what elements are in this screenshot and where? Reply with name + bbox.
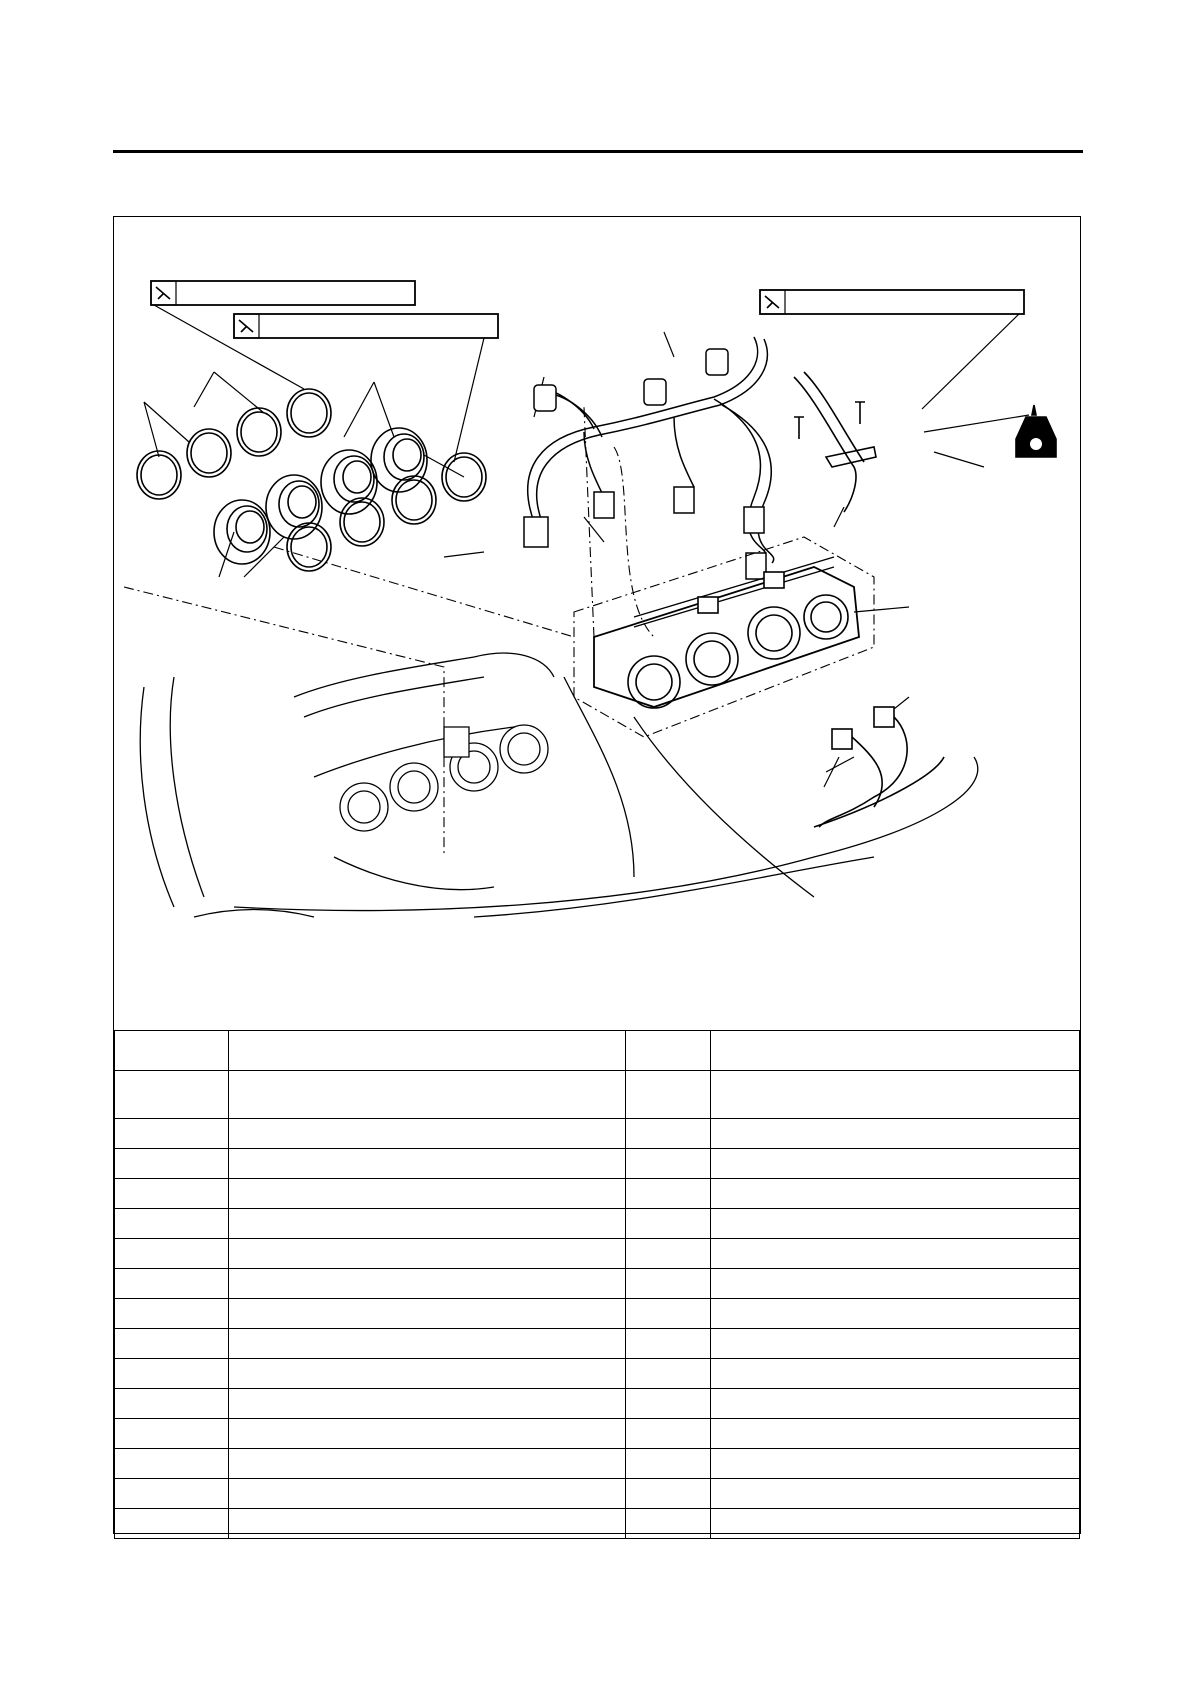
hose-clamps (137, 389, 486, 571)
table-cell (711, 1209, 1080, 1239)
torque-spec-box-1 (151, 281, 415, 305)
table-cell (229, 1419, 626, 1449)
table-cell (711, 1329, 1080, 1359)
table-cell (626, 1359, 711, 1389)
table-cell (711, 1239, 1080, 1269)
throttle-body-assembly (594, 557, 859, 708)
header-cell (711, 1031, 1080, 1071)
fuel-injector-harness (524, 337, 774, 579)
table-cell (115, 1071, 229, 1119)
table-row (115, 1209, 1080, 1239)
table-row (115, 1071, 1080, 1119)
table-cell (229, 1329, 626, 1359)
table-row (115, 1239, 1080, 1269)
table-cell (711, 1419, 1080, 1449)
table-cell (115, 1509, 229, 1539)
header-cell (626, 1031, 711, 1071)
table-row (115, 1359, 1080, 1389)
table-cell (115, 1479, 229, 1509)
table-cell (115, 1389, 229, 1419)
leader-lines (144, 305, 1029, 787)
table-cell (115, 1419, 229, 1449)
table-cell (115, 1209, 229, 1239)
table-row (115, 1119, 1080, 1149)
table-cell (229, 1389, 626, 1419)
table-cell (711, 1449, 1080, 1479)
table-cell (626, 1239, 711, 1269)
table-cell (626, 1509, 711, 1539)
table-cell (115, 1269, 229, 1299)
threadlock-icon (1016, 405, 1056, 457)
procedure-frame (113, 216, 1081, 1534)
table-cell (626, 1299, 711, 1329)
header-cell (229, 1031, 626, 1071)
table-cell (115, 1239, 229, 1269)
table-cell (229, 1299, 626, 1329)
table-cell (626, 1269, 711, 1299)
table-cell (711, 1389, 1080, 1419)
torque-spec-box-3 (760, 290, 1024, 314)
table-cell (229, 1479, 626, 1509)
table-cell (229, 1119, 626, 1149)
table-cell (115, 1179, 229, 1209)
parts-table (114, 1030, 1080, 1539)
table-cell (711, 1071, 1080, 1119)
table-cell (229, 1449, 626, 1479)
table-cell (626, 1419, 711, 1449)
table-cell (711, 1149, 1080, 1179)
table-cell (229, 1209, 626, 1239)
table-cell (626, 1449, 711, 1479)
table-cell (115, 1299, 229, 1329)
table-cell (711, 1359, 1080, 1389)
table-cell (115, 1119, 229, 1149)
table-cell (229, 1179, 626, 1209)
torque-spec-box-2 (234, 314, 498, 338)
table-row (115, 1299, 1080, 1329)
table-header (115, 1031, 1080, 1071)
table-cell (711, 1479, 1080, 1509)
table-row (115, 1509, 1080, 1539)
table-row (115, 1149, 1080, 1179)
table-cell (626, 1119, 711, 1149)
table-row (115, 1449, 1080, 1479)
table-cell (626, 1071, 711, 1119)
table-cell (115, 1449, 229, 1479)
table-row (115, 1269, 1080, 1299)
table-cell (711, 1179, 1080, 1209)
table-row (115, 1419, 1080, 1449)
table-cell (626, 1149, 711, 1179)
table-cell (711, 1509, 1080, 1539)
table-cell (711, 1299, 1080, 1329)
table-cell (626, 1329, 711, 1359)
engine-block (140, 653, 978, 917)
table-cell (229, 1071, 626, 1119)
table-cell (115, 1329, 229, 1359)
table-cell (626, 1179, 711, 1209)
table-cell (711, 1119, 1080, 1149)
table-cell (115, 1359, 229, 1389)
table-cell (711, 1269, 1080, 1299)
table-row (115, 1479, 1080, 1509)
table-cell (229, 1509, 626, 1539)
table-row (115, 1179, 1080, 1209)
table-row (115, 1329, 1080, 1359)
dashed-assembly-region (124, 407, 874, 857)
table-row (115, 1389, 1080, 1419)
table-cell (626, 1209, 711, 1239)
table-cell (626, 1479, 711, 1509)
exploded-diagram (114, 217, 1079, 1032)
header-cell (115, 1031, 229, 1071)
table-cell (229, 1359, 626, 1389)
header-rule (113, 150, 1083, 153)
table-cell (229, 1269, 626, 1299)
table-cell (115, 1149, 229, 1179)
intake-joints (214, 428, 427, 564)
table-cell (229, 1239, 626, 1269)
bracket-and-screws (794, 372, 876, 512)
table-cell (626, 1389, 711, 1419)
table-cell (229, 1149, 626, 1179)
